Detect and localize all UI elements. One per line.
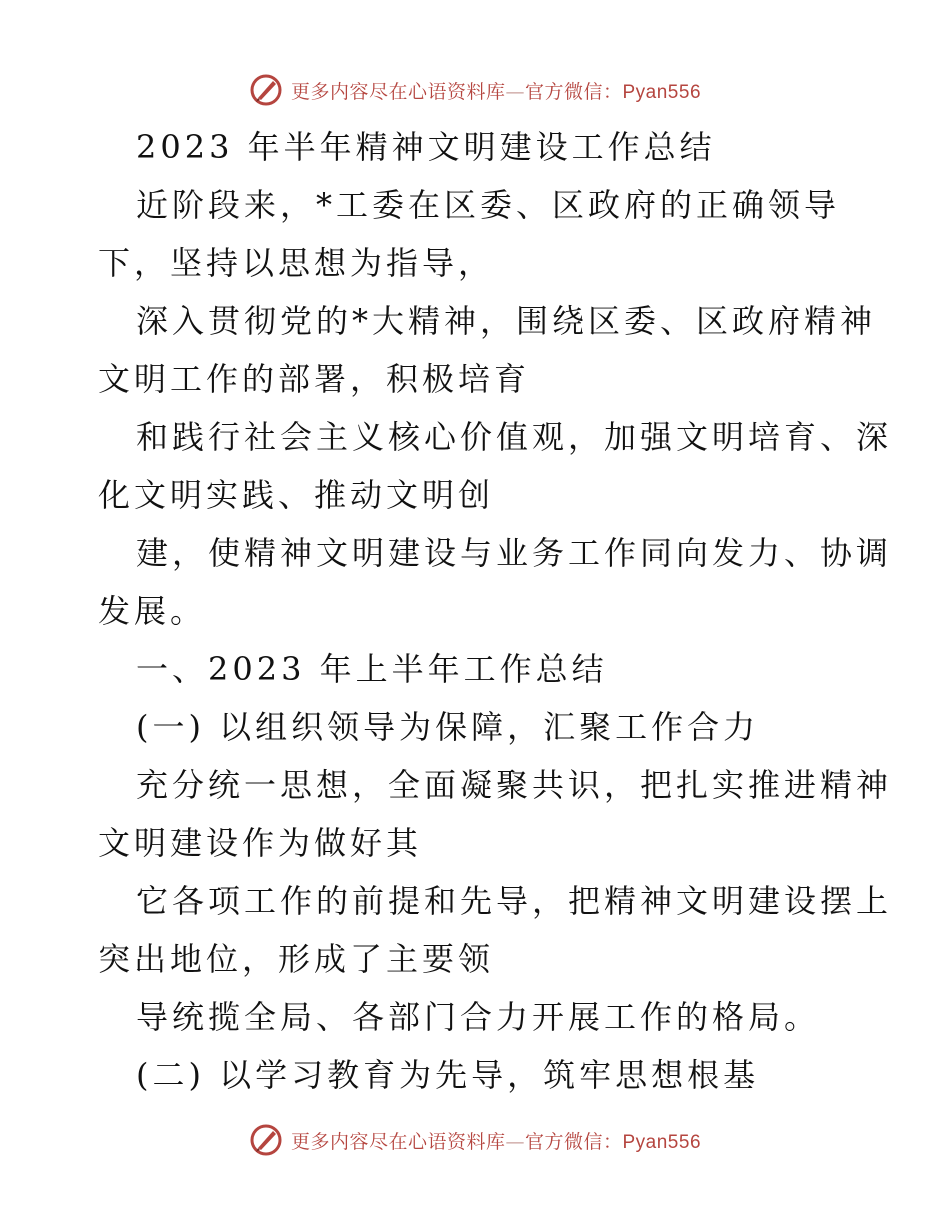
subsection-heading: (一) 以组织领导为保障，汇聚工作合力 [136,708,760,746]
quill-pen-seal-icon [249,1123,283,1157]
doc-line: 导统揽全局、各部门合力开展工作的格局。 [136,998,821,1036]
doc-line: 和践行社会主义核心价值观，加强文明培育、深 [136,418,893,456]
watermark-separator: — [505,80,525,103]
doc-line: 它各项工作的前提和先导，把精神文明建设摆上 [136,882,893,920]
watermark-text [291,1127,701,1154]
doc-line: 化文明实践、推动文明创 [98,476,495,514]
doc-line: 充分统一思想，全面凝聚共识，把扎实推进精神 [136,766,893,804]
doc-line: 建，使精神文明建设与业务工作同向发力、协调 [136,534,893,572]
doc-line: 下，坚持以思想为指导， [98,244,495,282]
watermark-title: 更多内容尽在心语资料库 [290,80,506,103]
watermark-title: 更多内容尽在心语资料库 [290,1130,506,1153]
doc-line: 发展。 [98,592,207,630]
subsection-heading: (二) 以学习教育为先导，筑牢思想根基 [136,1056,760,1094]
watermark-suffix: 官方微信： [524,1130,623,1153]
doc-line: 深入贯彻党的*大精神，围绕区委、区政府精神 [136,302,877,340]
watermark-suffix: 官方微信： [524,80,623,103]
watermark-account: Pyan556 [622,1131,702,1153]
footer-watermark [0,1120,950,1160]
section-heading: 一、2023 年上半年工作总结 [136,650,608,688]
quill-pen-seal-icon [249,73,283,107]
doc-line: 近阶段来，*工委在区委、区政府的正确领导 [136,186,841,224]
doc-line: 文明工作的部署，积极培育 [98,360,531,398]
watermark-account: Pyan556 [622,81,702,103]
doc-line: 突出地位，形成了主要领 [98,940,495,978]
doc-title: 2023 年半年精神文明建设工作总结 [136,128,716,166]
watermark-separator: — [505,1130,525,1153]
header-watermark [0,70,950,110]
watermark-text [291,77,701,104]
doc-line: 文明建设作为做好其 [98,824,423,862]
